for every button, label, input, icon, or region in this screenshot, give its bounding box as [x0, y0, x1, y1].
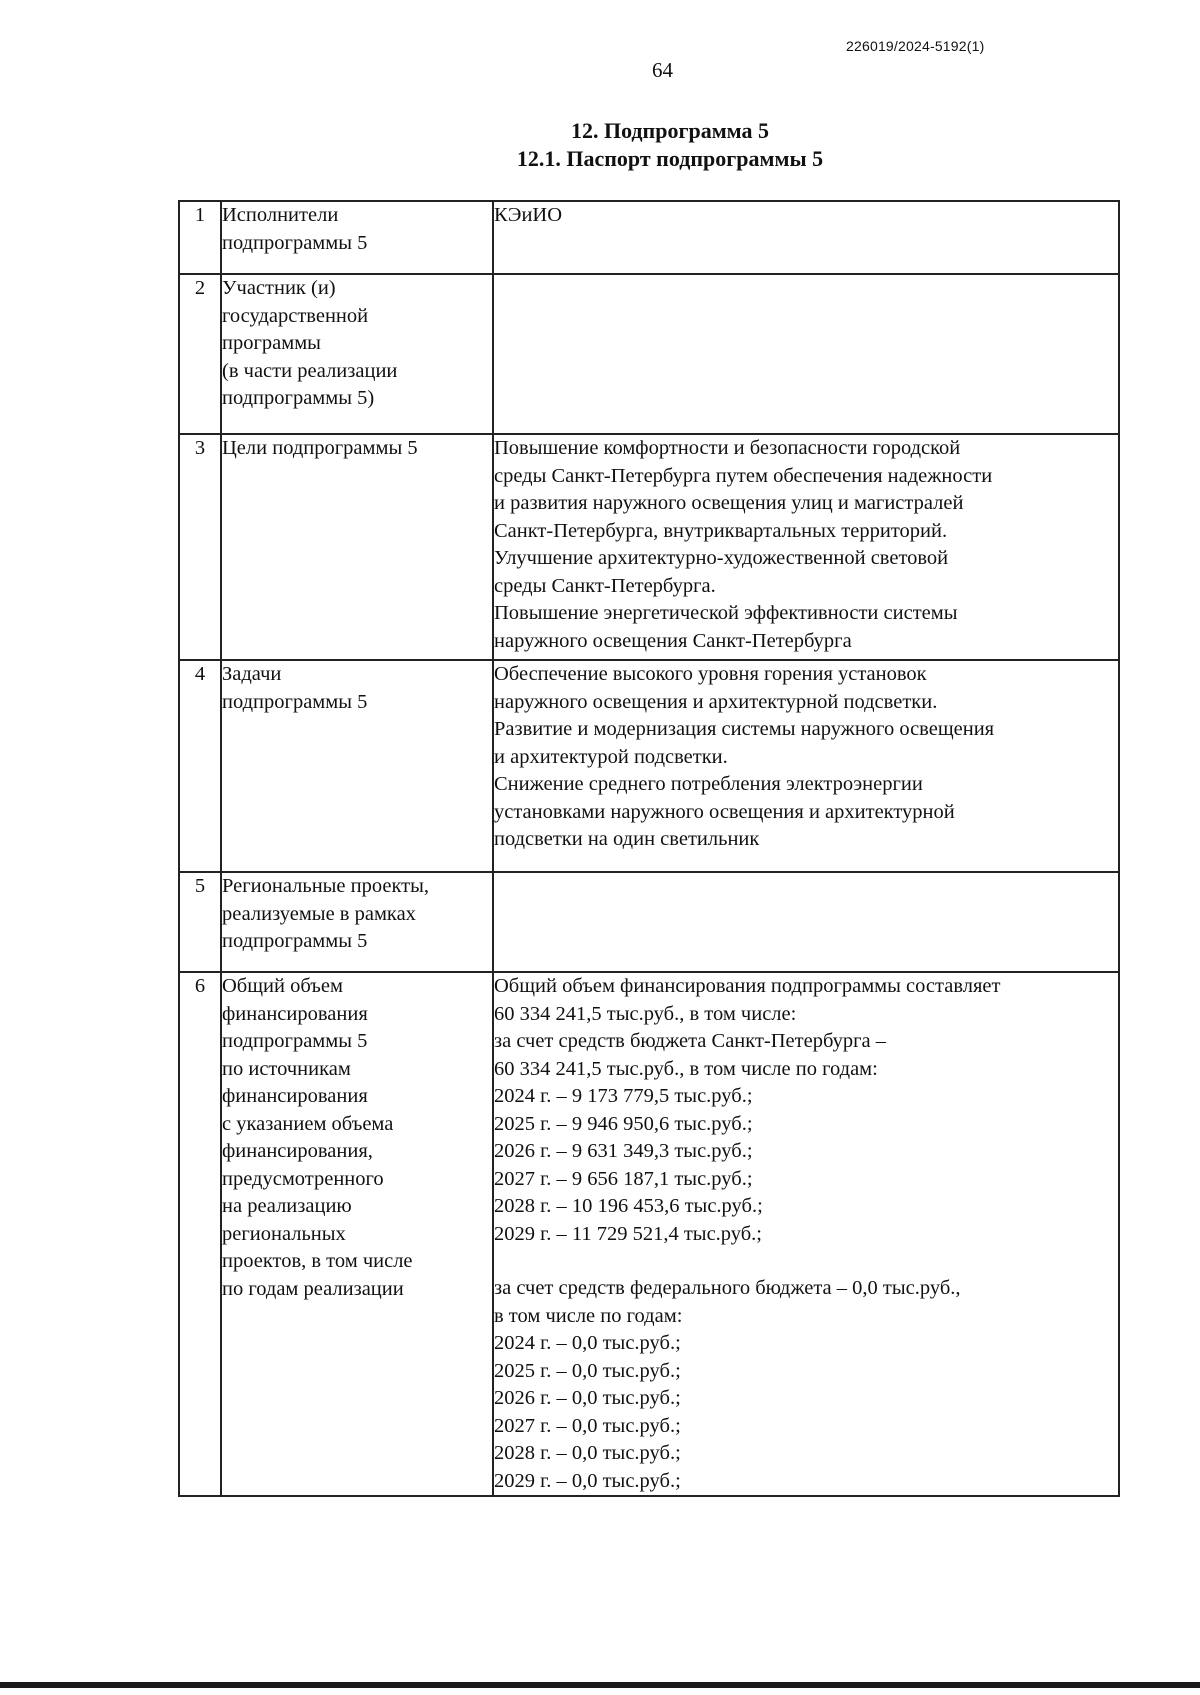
row-value-line: 2028 г. – 10 196 453,6 тыс.руб.; [494, 1195, 763, 1217]
row-value-line: и развития наружного освещения улиц и магистралей [494, 492, 964, 514]
row-number: 1 [179, 201, 221, 274]
passport-table [178, 200, 1120, 1497]
row-label-line: Региональные проекты, [222, 875, 430, 897]
row-label [221, 872, 493, 972]
row-label-line: Участник (и) [222, 277, 336, 299]
row-value-line: 60 334 241,5 тыс.руб., в том числе по годам: [494, 1057, 878, 1080]
page-number: 64 [652, 58, 673, 82]
row-label-line: финансирования [222, 1002, 368, 1025]
row-value-line [494, 1248, 1118, 1275]
section-heading [490, 117, 850, 173]
row-label-line: государственной [222, 304, 369, 327]
row-value-line: 2025 г. – 0,0 тыс.руб.; [494, 1359, 681, 1382]
row-number: 3 [179, 434, 221, 660]
row-label-line: подпрограммы 5 [222, 231, 368, 254]
row-label-line: реализуемые в рамках [222, 902, 416, 925]
row-label [221, 274, 493, 434]
row-value-line: 2028 г. – 0,0 тыс.руб.; [494, 1442, 681, 1464]
row-label-line: по источникам [222, 1057, 351, 1080]
row-value-line: КЭиИО [494, 204, 563, 226]
row-value-line: Снижение среднего потребления электроэнергии [494, 773, 923, 795]
row-label-line: Исполнители [222, 204, 339, 226]
row-value-line: 2024 г. – 9 173 779,5 тыс.руб.; [494, 1085, 753, 1107]
scan-bottom-edge [0, 1682, 1200, 1688]
row-label-line: подпрограммы 5 [222, 930, 368, 952]
row-value-line: 2027 г. – 0,0 тыс.руб.; [494, 1414, 681, 1437]
row-value-line: Улучшение архитектурно-художественной световой [494, 547, 949, 569]
row-label-line: подпрограммы 5) [222, 387, 375, 409]
row-value-line: 2029 г. – 0,0 тыс.руб.; [494, 1469, 681, 1492]
row-value-line: Санкт-Петербурга, внутриквартальных территорий. [494, 519, 948, 542]
row-number: 4 [179, 660, 221, 872]
row-label [221, 434, 493, 660]
passport-row [179, 972, 1119, 1496]
row-label-line: с указанием объема [222, 1112, 394, 1135]
row-value-line: Развитие и модернизация системы наружного освещения [494, 718, 995, 740]
row-value-line: подсветки на один светильник [494, 828, 760, 850]
row-number: 5 [179, 872, 221, 972]
row-label-line: программы [222, 332, 321, 354]
row-value [493, 660, 1119, 872]
row-label-line: финансирования, [222, 1140, 373, 1162]
row-value-line: Общий объем финансирования подпрограммы составляет [494, 975, 1001, 997]
row-label-line: (в части реализации [222, 359, 398, 382]
row-value-line: 2024 г. – 0,0 тыс.руб.; [494, 1332, 681, 1354]
row-value-line: наружного освещения и архитектурной подсветки. [494, 690, 938, 713]
row-value-line: 2027 г. – 9 656 187,1 тыс.руб.; [494, 1167, 753, 1190]
row-label-line: Цели подпрограммы 5 [222, 437, 418, 459]
row-value-line: наружного освещения Санкт-Петербурга [494, 629, 852, 652]
passport-row [179, 434, 1119, 660]
passport-table-body [179, 201, 1119, 1496]
row-value-line: за счет средств федерального бюджета – 0,0 тыс.руб., [494, 1277, 961, 1299]
row-label-line: финансирования [222, 1085, 368, 1107]
registration-number: 226019/2024-5192(1) [846, 38, 985, 54]
row-label-line: Задачи [222, 663, 282, 685]
row-value [493, 434, 1119, 660]
passport-row [179, 274, 1119, 434]
row-label-line: предусмотренного [222, 1167, 384, 1190]
passport-row [179, 660, 1119, 872]
row-value [493, 274, 1119, 434]
row-value-line: 60 334 241,5 тыс.руб., в том числе: [494, 1002, 797, 1025]
row-value-line: за счет средств бюджета Санкт-Петербурга – [494, 1030, 886, 1052]
row-label [221, 201, 493, 274]
section-title: 12. Подпрограмма 5 [570, 118, 770, 143]
row-label-line: подпрограммы 5 [222, 690, 368, 713]
row-value-line: 2025 г. – 9 946 950,6 тыс.руб.; [494, 1112, 753, 1135]
row-label-line: по годам реализации [222, 1277, 404, 1300]
row-value-line: в том числе по годам: [494, 1304, 683, 1327]
row-number: 2 [179, 274, 221, 434]
row-label-line: региональных [222, 1222, 346, 1245]
row-value-line: Обеспечение высокого уровня горения установок [494, 663, 927, 685]
row-value-line: среды Санкт-Петербурга путем обеспечения надежности [494, 464, 993, 487]
row-label [221, 972, 493, 1496]
row-label-line: Общий объем [222, 975, 343, 997]
row-value-line: среды Санкт-Петербурга. [494, 574, 716, 597]
passport-row [179, 872, 1119, 972]
row-value [493, 972, 1119, 1496]
row-value-line: 2026 г. – 0,0 тыс.руб.; [494, 1387, 681, 1409]
section-subtitle: 12.1. Паспорт подпрограммы 5 [516, 146, 824, 171]
row-number: 6 [179, 972, 221, 1496]
row-value-line: 2026 г. – 9 631 349,3 тыс.руб.; [494, 1140, 753, 1162]
row-label-line: подпрограммы 5 [222, 1030, 368, 1052]
row-value [493, 872, 1119, 972]
passport-row [179, 201, 1119, 274]
row-value-line: Повышение энергетической эффективности системы [494, 602, 958, 624]
row-value [493, 201, 1119, 274]
row-value-line: и архитектурой подсветки. [494, 745, 728, 768]
row-value-line: Повышение комфортности и безопасности городской [494, 437, 961, 459]
row-label-line: на реализацию [222, 1195, 352, 1217]
row-label [221, 660, 493, 872]
row-value-line: 2029 г. – 11 729 521,4 тыс.руб.; [494, 1222, 763, 1245]
row-value-line: установками наружного освещения и архитектурной [494, 800, 955, 823]
row-label-line: проектов, в том числе [222, 1250, 413, 1272]
